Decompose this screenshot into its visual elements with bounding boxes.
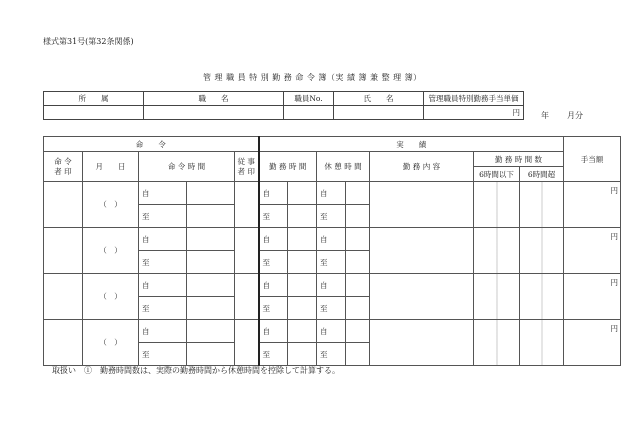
over6-header: 6時間超: [520, 167, 564, 182]
to-label: 至: [262, 211, 270, 221]
work-to-time[interactable]: [288, 297, 317, 320]
entry-row-from: [44, 228, 621, 251]
work-content-cell[interactable]: [370, 274, 474, 320]
allowance-cell[interactable]: [564, 228, 621, 274]
name-label: 氏 名: [334, 92, 424, 106]
from-label: 自: [262, 188, 270, 198]
under6-cell[interactable]: [474, 182, 520, 228]
allowance-cell[interactable]: [564, 182, 621, 228]
work-from-time[interactable]: [288, 182, 317, 205]
order-from-cell[interactable]: [139, 228, 187, 251]
date-cell[interactable]: [83, 228, 139, 274]
work-to-cell[interactable]: [259, 297, 288, 320]
break-from-cell[interactable]: [317, 228, 346, 251]
page-title: 管 理 職 員 特 別 勤 務 命 令 簿（実 績 簿 兼 整 理 簿）: [203, 73, 422, 82]
staff-no-field[interactable]: [284, 106, 334, 120]
order-to-time[interactable]: [187, 343, 235, 366]
order-from-time[interactable]: [187, 320, 235, 343]
break-time-header: 休 憩 時 間: [317, 152, 370, 182]
allowance-cell[interactable]: [564, 320, 621, 366]
break-from-time[interactable]: [346, 320, 370, 343]
order-from-cell[interactable]: [139, 182, 187, 205]
work-from-time[interactable]: [288, 228, 317, 251]
month-label: 月分: [567, 111, 583, 120]
to-label: 至: [320, 211, 328, 221]
order-to-time[interactable]: [187, 251, 235, 274]
weekday-paren: （ ）: [99, 338, 122, 347]
worker-seal-cell[interactable]: [235, 320, 259, 366]
break-to-cell[interactable]: [317, 205, 346, 228]
work-content-header: 勤 務 内 容: [370, 152, 474, 182]
name-field[interactable]: [334, 106, 424, 120]
from-label: 自: [142, 234, 150, 244]
order-seal-cell[interactable]: [44, 320, 83, 366]
dept-label: 所 属: [44, 92, 144, 106]
date-cell[interactable]: [83, 274, 139, 320]
order-seal-cell[interactable]: [44, 228, 83, 274]
unit-price-field[interactable]: [424, 106, 524, 120]
worker-seal-cell[interactable]: [235, 274, 259, 320]
order-to-cell[interactable]: [139, 297, 187, 320]
over6-cell[interactable]: [520, 182, 564, 228]
date-header: 月 日: [83, 152, 139, 182]
form-number: 様式第31号(第32条関係): [43, 37, 134, 46]
yen-label: 円: [610, 278, 618, 287]
break-from-cell[interactable]: [317, 274, 346, 297]
allowance-cell[interactable]: [564, 274, 621, 320]
to-label: 至: [320, 257, 328, 267]
work-content-cell[interactable]: [370, 228, 474, 274]
from-label: 自: [262, 326, 270, 336]
work-to-cell[interactable]: [259, 251, 288, 274]
from-label: 自: [320, 188, 328, 198]
unit-price-label: 管理職員特別勤務手当単価: [424, 92, 524, 106]
work-to-time[interactable]: [288, 251, 317, 274]
order-group-header: 命 令: [44, 137, 259, 152]
break-from-time[interactable]: [346, 182, 370, 205]
under6-cell[interactable]: [474, 320, 520, 366]
break-to-cell[interactable]: [317, 343, 346, 366]
work-content-cell[interactable]: [370, 320, 474, 366]
order-from-time[interactable]: [187, 182, 235, 205]
break-from-cell[interactable]: [317, 182, 346, 205]
to-label: 至: [262, 303, 270, 313]
entry-row-from: [44, 274, 621, 297]
order-to-cell[interactable]: [139, 205, 187, 228]
work-from-time[interactable]: [288, 274, 317, 297]
staff-no-label: 職員No.: [284, 92, 334, 106]
header-table: [43, 91, 524, 120]
to-label: 至: [262, 349, 270, 359]
from-label: 自: [142, 188, 150, 198]
yen-label: 円: [610, 324, 618, 333]
weekday-paren: （ ）: [99, 200, 122, 209]
entry-rows: [44, 182, 621, 366]
break-to-time[interactable]: [346, 297, 370, 320]
work-to-time[interactable]: [288, 343, 317, 366]
position-label: 職 名: [144, 92, 284, 106]
order-from-time[interactable]: [187, 274, 235, 297]
over6-cell[interactable]: [520, 274, 564, 320]
weekday-paren: （ ）: [99, 292, 122, 301]
order-seal-header: 命 令 者 印: [44, 152, 83, 182]
from-label: 自: [320, 280, 328, 290]
break-from-time[interactable]: [346, 228, 370, 251]
date-cell[interactable]: [83, 182, 139, 228]
worker-seal-header: 従 事 者 印: [235, 152, 259, 182]
entry-row-from: [44, 182, 621, 205]
break-to-cell[interactable]: [317, 251, 346, 274]
from-label: 自: [320, 234, 328, 244]
work-to-time[interactable]: [288, 205, 317, 228]
order-time-header: 命 令 時 間: [139, 152, 235, 182]
to-label: 至: [142, 303, 150, 313]
work-from-cell[interactable]: [259, 320, 288, 343]
entry-row-from: [44, 320, 621, 343]
order-from-cell[interactable]: [139, 320, 187, 343]
break-to-time[interactable]: [346, 205, 370, 228]
to-label: 至: [142, 349, 150, 359]
order-from-time[interactable]: [187, 228, 235, 251]
to-label: 至: [262, 257, 270, 267]
date-cell[interactable]: [83, 320, 139, 366]
allowance-header: 手当額: [564, 137, 621, 182]
from-label: 自: [142, 326, 150, 336]
work-from-cell[interactable]: [259, 182, 288, 205]
from-label: 自: [262, 234, 270, 244]
note: 取扱い ① 勤務時間数は、実際の勤務時間から休憩時間を控除して計算する。: [52, 366, 340, 375]
work-to-cell[interactable]: [259, 343, 288, 366]
to-label: 至: [142, 211, 150, 221]
over6-cell[interactable]: [520, 228, 564, 274]
break-from-time[interactable]: [346, 274, 370, 297]
dept-field[interactable]: [44, 106, 144, 120]
year-label: 年: [541, 111, 549, 120]
work-content-cell[interactable]: [370, 182, 474, 228]
to-label: 至: [320, 303, 328, 313]
order-seal-cell[interactable]: [44, 182, 83, 228]
work-to-cell[interactable]: [259, 205, 288, 228]
yen-label: 円: [610, 186, 618, 195]
over6-cell[interactable]: [520, 320, 564, 366]
worker-seal-cell[interactable]: [235, 182, 259, 228]
to-label: 至: [142, 257, 150, 267]
under6-header: 6時間以下: [474, 167, 520, 182]
order-to-time[interactable]: [187, 205, 235, 228]
under6-cell[interactable]: [474, 274, 520, 320]
break-from-cell[interactable]: [317, 320, 346, 343]
to-label: 至: [320, 349, 328, 359]
position-field[interactable]: [144, 106, 284, 120]
from-label: 自: [320, 326, 328, 336]
unit-price-yen: 円: [512, 108, 520, 117]
from-label: 自: [262, 280, 270, 290]
break-to-time[interactable]: [346, 343, 370, 366]
under6-cell[interactable]: [474, 228, 520, 274]
order-seal-cell[interactable]: [44, 274, 83, 320]
main-table: [43, 136, 621, 366]
work-time-header: 勤 務 時 間: [259, 152, 317, 182]
from-label: 自: [142, 280, 150, 290]
result-group-header: 実 績: [259, 137, 564, 152]
work-from-cell[interactable]: [259, 274, 288, 297]
work-hours-header: 勤 務 時 間 数: [474, 152, 564, 167]
worker-seal-cell[interactable]: [235, 228, 259, 274]
work-from-time[interactable]: [288, 320, 317, 343]
weekday-paren: （ ）: [99, 246, 122, 255]
order-to-cell[interactable]: [139, 251, 187, 274]
break-to-cell[interactable]: [317, 297, 346, 320]
order-from-cell[interactable]: [139, 274, 187, 297]
yen-label: 円: [610, 232, 618, 241]
order-to-time[interactable]: [187, 297, 235, 320]
break-to-time[interactable]: [346, 251, 370, 274]
work-from-cell[interactable]: [259, 228, 288, 251]
order-to-cell[interactable]: [139, 343, 187, 366]
